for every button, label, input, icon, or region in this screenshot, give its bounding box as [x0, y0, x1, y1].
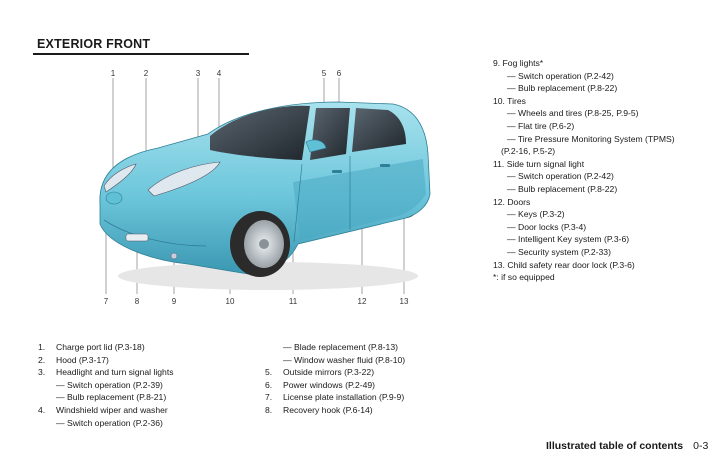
- list-item: 5. Outside mirrors (P.3-22): [265, 367, 375, 378]
- list-item: — Door locks (P.3-4): [507, 221, 587, 232]
- list-item: — Security system (P.2-33): [507, 246, 611, 257]
- callout-4: 4: [216, 69, 222, 78]
- middle-item-list: [265, 341, 405, 417]
- list-item: — Switch operation (P.2-42): [507, 70, 614, 81]
- list-item: 8. Recovery hook (P.6-14): [265, 404, 373, 415]
- list-item: — Switch operation (P.2-39): [56, 379, 163, 390]
- callout-8: 8: [134, 297, 140, 306]
- list-item: — Bulb replacement (P.8-22): [507, 183, 618, 194]
- list-item: — Bulb replacement (P.8-22): [507, 83, 618, 94]
- heading-rule: [33, 53, 249, 55]
- page-number: 0-3: [693, 440, 709, 452]
- list-item: — Blade replacement (P.8-13): [283, 342, 398, 352]
- callout-10: 10: [225, 297, 235, 306]
- callout-6: 6: [336, 69, 342, 78]
- list-item: 9. Fog lights*: [493, 58, 544, 68]
- callout-2: 2: [143, 69, 149, 78]
- callout-1: 1: [110, 69, 116, 78]
- callout-7: 7: [103, 297, 109, 306]
- footer-label: Illustrated table of contents: [546, 440, 684, 452]
- list-item: 11. Side turn signal light: [493, 158, 585, 169]
- callout-3: 3: [195, 69, 201, 78]
- list-item: — Intelligent Key system (P.3-6): [507, 234, 630, 245]
- list-item: — Flat tire (P.6-2): [507, 120, 575, 131]
- car-body: [100, 102, 430, 290]
- list-item: 3. Headlight and turn signal lights: [38, 367, 174, 378]
- callout-12: 12: [357, 297, 367, 306]
- list-item: — Tire Pressure Monitoring System (TPMS): [507, 133, 675, 144]
- list-item: 2. Hood (P.3-17): [38, 354, 109, 365]
- list-item: 13. Child safety rear door lock (P.3-6): [493, 259, 635, 270]
- left-item-list: [38, 341, 174, 429]
- list-item: *: if so equipped: [493, 272, 555, 283]
- list-item: — Keys (P.3-2): [507, 209, 565, 220]
- section-heading: EXTERIOR FRONT: [37, 37, 151, 51]
- callout-9: 9: [171, 297, 177, 306]
- list-item: — Switch operation (P.2-36): [56, 417, 163, 428]
- list-item: (P.2-16, P.5-2): [501, 146, 556, 157]
- list-item: — Bulb replacement (P.8-21): [56, 392, 167, 403]
- page-footer: [546, 440, 708, 452]
- callout-5: 5: [321, 69, 327, 78]
- list-item: — Wheels and tires (P.8-25, P.9-5): [507, 108, 639, 119]
- list-item: 10. Tires: [493, 95, 526, 106]
- list-item: — Window washer fluid (P.8-10): [283, 354, 406, 365]
- right-item-list: [493, 57, 675, 284]
- callout-13: 13: [399, 297, 409, 306]
- list-item: 4. Windshield wiper and washer: [38, 404, 168, 415]
- car-illustration: [88, 64, 438, 312]
- callout-11: 11: [288, 297, 298, 306]
- list-item: — Switch operation (P.2-42): [507, 171, 614, 182]
- list-item: 7. License plate installation (P.9-9): [265, 392, 405, 403]
- list-item: 1. Charge port lid (P.3-18): [38, 342, 145, 352]
- list-item: 12. Doors: [493, 196, 531, 207]
- list-item: 6. Power windows (P.2-49): [265, 379, 376, 390]
